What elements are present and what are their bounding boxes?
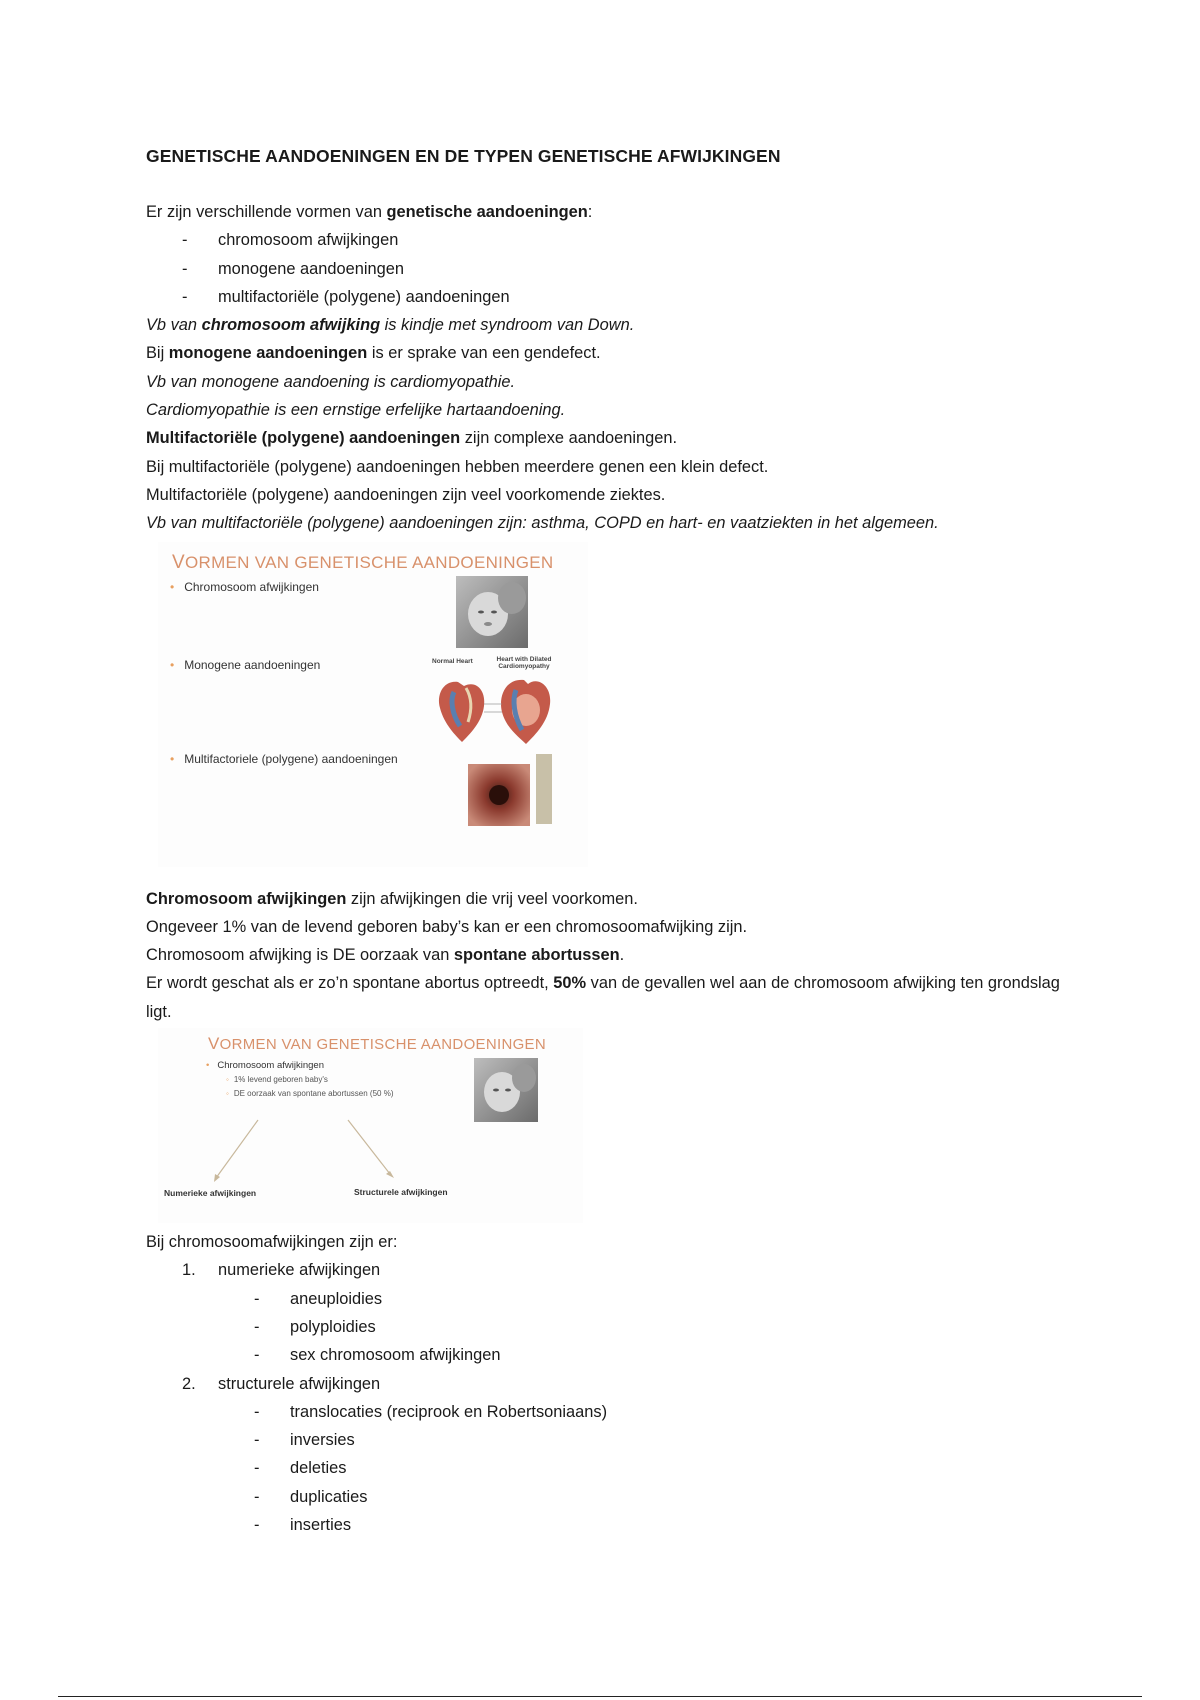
paragraph-line	[146, 885, 1076, 913]
sub-dot-icon: ◦	[226, 1089, 229, 1099]
text-span: is er sprake van een gendefect.	[367, 344, 601, 363]
list-item: - monogene aandoeningen	[146, 255, 1076, 283]
intro-line	[146, 198, 1076, 226]
heart-dilated-label: Heart with Dilated Cardiomyopathy	[496, 655, 552, 670]
text-span: Bij	[146, 344, 169, 363]
list-item: - duplicaties	[146, 1483, 1076, 1511]
paragraph-line	[146, 311, 1076, 339]
numerieke-label: Numerieke afwijkingen	[164, 1188, 257, 1199]
list-item: - inversies	[146, 1426, 1076, 1454]
list-item: - sex chromosoom afwijkingen	[146, 1341, 1076, 1369]
item-number: 1.	[182, 1261, 196, 1280]
slide-sub-bullet	[226, 1075, 328, 1084]
paragraph-line	[146, 969, 1081, 1026]
text-span: Er wordt geschat als er zo’n spontane abortus optreedt,	[146, 974, 554, 993]
item-text: structurele afwijkingen	[218, 1374, 381, 1393]
bold-span: monogene aandoeningen	[168, 344, 368, 363]
numbered-item	[146, 1370, 1076, 1398]
slide-bullet-text: Chromosoom afwijkingen	[184, 579, 319, 594]
heart-normal-label: Normal Heart	[432, 657, 473, 665]
bold-span: chromosoom afwijking	[201, 316, 381, 335]
paragraph-line: Vb van multifactoriële (polygene) aandoeningen zijn: asthma, COPD en hart- en vaatziekten in het algemeen.	[146, 514, 939, 533]
text-span: is kindje met syndroom van Down.	[380, 316, 635, 335]
slide-bullet	[206, 1060, 324, 1071]
text-span: Chromosoom afwijking is DE oorzaak van	[146, 946, 454, 965]
bold-span: Multifactoriële (polygene) aandoeningen	[146, 429, 461, 448]
bullet-dot-icon: •	[170, 751, 175, 766]
paragraph-line	[146, 339, 1076, 367]
slide-bullet	[170, 752, 398, 766]
slide-title-initial: V	[208, 1034, 220, 1054]
bold-span: spontane abortussen	[453, 946, 620, 965]
slide-sub-bullet	[226, 1089, 394, 1098]
list-item: - multifactoriële (polygene) aandoeningen	[146, 283, 1076, 311]
paragraph-line: Cardiomyopathie is een ernstige erfelijke hartaandoening.	[146, 401, 566, 420]
slide-bullet-text: Chromosoom afwijkingen	[217, 1060, 324, 1072]
paragraph-line: Bij chromosoomafwijkingen zijn er:	[146, 1233, 398, 1252]
bullet-dot-icon: •	[170, 579, 175, 594]
text-span: zijn afwijkingen die vrij veel voorkomen.	[346, 889, 638, 908]
slide-title	[208, 1034, 546, 1054]
intro-prefix: Er zijn verschillende vormen van	[146, 203, 387, 221]
slide-bullet	[170, 580, 319, 594]
list-item: - deleties	[146, 1454, 1076, 1482]
paragraph-line: Ongeveer 1% van de levend geboren baby’s kan er een chromosoomafwijking zijn.	[146, 917, 748, 936]
slide-image-chromosome	[158, 1028, 583, 1223]
paragraph-line: Bij multifactoriële (polygene) aandoeningen hebben meerdere genen een klein defect.	[146, 457, 769, 476]
intro-suffix: :	[587, 203, 593, 221]
slide-bullet	[170, 658, 320, 672]
sub-dot-icon: ◦	[226, 1075, 229, 1085]
text-span: Vb van	[146, 316, 202, 335]
list-item: - aneuploidies	[146, 1285, 1076, 1313]
slide-sub-text: 1% levend geboren baby's	[233, 1075, 328, 1085]
numeric-list	[146, 1285, 1076, 1370]
paragraph-line: Vb van monogene aandoening is cardiomyopathie.	[146, 372, 516, 391]
structurele-label: Structurele afwijkingen	[354, 1187, 448, 1198]
list-item: - chromosoom afwijkingen	[146, 226, 1076, 254]
heart-diagram-icon	[432, 674, 560, 746]
structural-list	[146, 1398, 1076, 1539]
paragraph-line: Multifactoriële (polygene) aandoeningen zijn veel voorkomende ziektes.	[146, 485, 666, 504]
baby-photo-icon	[474, 1058, 538, 1122]
slide-sub-text: DE oorzaak van spontane abortussen (50 %)	[233, 1089, 394, 1099]
numbered-item	[146, 1256, 1076, 1284]
forms-list	[146, 226, 1076, 311]
slide-bullet-text: Multifactoriele (polygene) aandoeningen	[184, 751, 398, 766]
list-item: - inserties	[146, 1511, 1076, 1539]
list-item: - polyploidies	[146, 1313, 1076, 1341]
bold-span: 50%	[553, 974, 587, 993]
branch-arrows-icon	[198, 1116, 448, 1186]
list-item: - translocaties (reciprook en Robertsoniaans)	[146, 1398, 1076, 1426]
slide-bullet-text: Monogene aandoeningen	[184, 657, 321, 672]
text-span: .	[619, 946, 625, 965]
text-span: zijn complexe aandoeningen.	[460, 429, 678, 448]
bold-span: Chromosoom afwijkingen	[146, 889, 347, 908]
tissue-photo-icon	[468, 764, 530, 826]
paragraph-line	[146, 941, 1076, 969]
footer-divider	[58, 1696, 1142, 1697]
document-title: GENETISCHE AANDOENINGEN EN DE TYPEN GENETISCHE AFWIJKINGEN	[146, 146, 781, 166]
item-number: 2.	[182, 1374, 196, 1393]
bullet-dot-icon: •	[170, 657, 175, 672]
baby-photo-icon	[456, 576, 528, 648]
slide-title-initial: V	[172, 551, 185, 573]
slide-side-bar	[536, 754, 552, 824]
bullet-dot-icon: •	[206, 1060, 210, 1072]
paragraph-line	[146, 424, 1076, 452]
slide-title	[172, 552, 554, 574]
document-content	[146, 146, 1076, 1539]
slide-title-rest: ORMEN VAN GENETISCHE AANDOENINGEN	[184, 552, 554, 572]
item-text: numerieke afwijkingen	[218, 1261, 381, 1280]
text-span: van de gevallen wel aan de chromosoom afwijking ten grondslag ligt.	[146, 974, 1060, 1021]
slide-title-rest: ORMEN VAN GENETISCHE AANDOENINGEN	[219, 1036, 546, 1054]
slide-image-forms	[158, 542, 588, 867]
intro-bold: genetische aandoeningen	[386, 203, 588, 221]
